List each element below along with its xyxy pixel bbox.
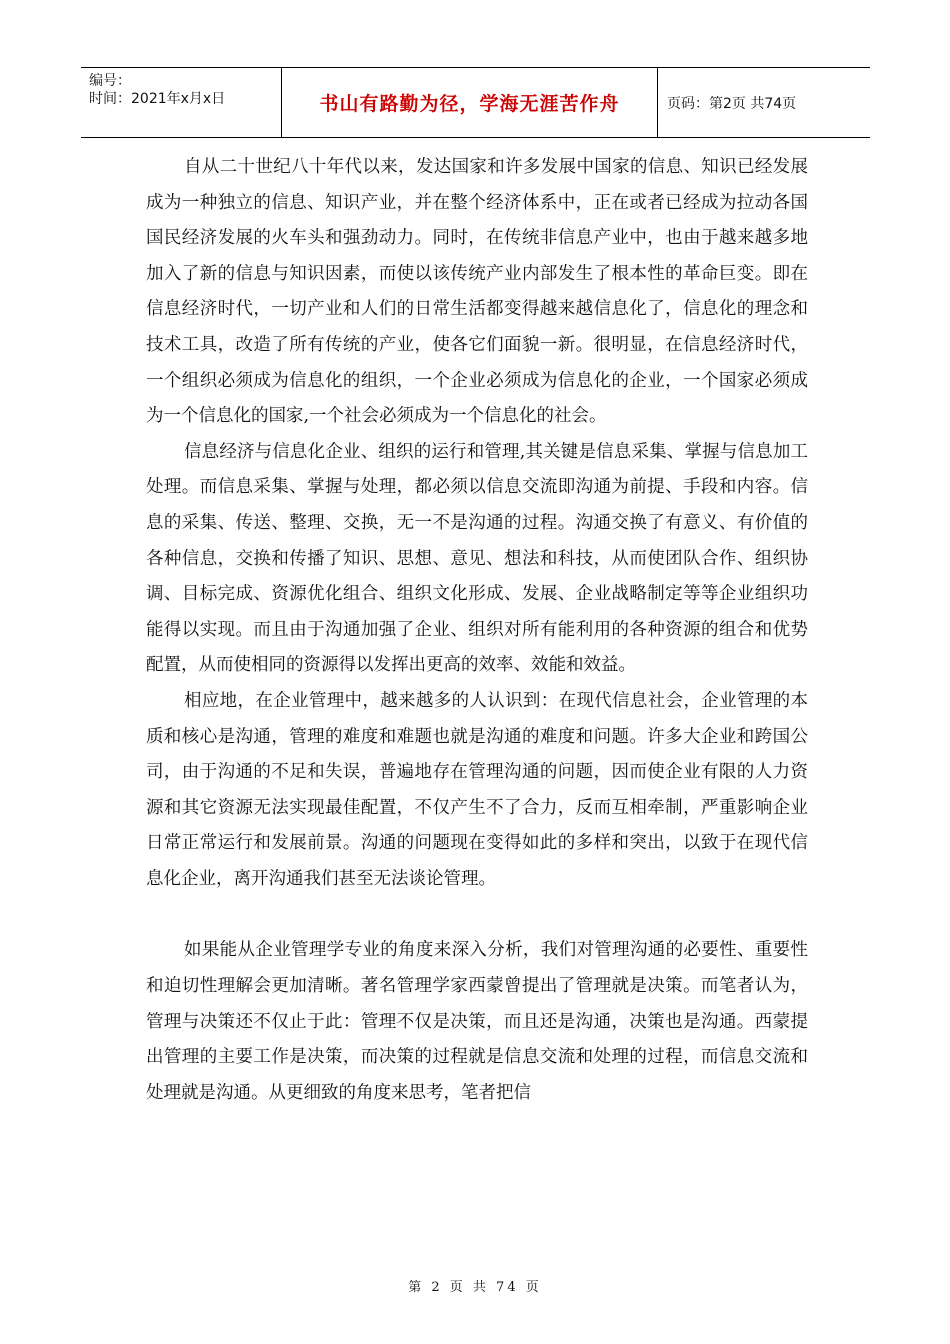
page-header [81, 67, 870, 138]
header-meta [81, 68, 282, 137]
paragraph-4: 如果能从企业管理学专业的角度来深入分析，我们对管理沟通的必要性、重要性和迫切性理解会更加清晰。著名管理学家西蒙曾提出了管理就是决策。而笔者认为，管理与决策还不仅止于此：管理不仅是决策，而且还是沟通，决策也是沟通。西蒙提出管理的主要工作是决策，而决策的过程就是信息交流和处理的过程，而信息交流和处理就是沟通。从更细致的角度来思考，笔者把信 [146, 940, 808, 1103]
header-motto: 书山有路勤为径，学海无涯苦作舟 [282, 68, 658, 137]
document-date-label: 时间：2021年x月x日 [89, 91, 226, 107]
paragraph-3: 相应地，在企业管理中，越来越多的人认识到：在现代信息社会，企业管理的本质和核心是沟通，管理的难度和难题也就是沟通的难度和问题。许多大企业和跨国公司，由于沟通的不足和失误，普遍地存在管理沟通的问题，因而使企业有限的人力资源和其它资源无法实现最佳配置，不仅产生不了合力，反而互相牵制，严重影响企业日常正常运行和发展前景。沟通的问题现在变得如此的多样和突出，以致于在现代信息化企业，离开沟通我们甚至无法谈论管理。 [146, 690, 808, 889]
document-body [146, 150, 808, 1111]
header-page-label: 页码：第2页 共74页 [667, 95, 797, 112]
paragraph-2: 信息经济与信息化企业、组织的运行和管理,其关键是信息采集、掌握与信息加工处理。而信息采集、掌握与处理，都必须以信息交流即沟通为前提、手段和内容。信息的采集、传送、整理、交换，无一不是沟通的过程。沟通交换了有意义、有价值的各种信息，交换和传播了知识、思想、意见、想法和科技，从而使团队合作、组织协调、目标完成、资源优化组合、组织文化形成、发展、企业战略制定等等企业组织功能得以实现。而且由于沟通加强了企业、组织对所有能利用的各种资源的组合和优势配置，从而使相同的资源得以发挥出更高的效率、效能和效益。 [146, 441, 808, 676]
paragraph-1: 自从二十世纪八十年代以来，发达国家和许多发展中国家的信息、知识已经发展成为一种独立的信息、知识产业，并在整个经济体系中，正在或者已经成为拉动各国国民经济发展的火车头和强劲动力。同时，在传统非信息产业中，也由于越来越多地加入了新的信息与知识因素，而使以该传统产业内部发生了根本性的革命巨变。即在信息经济时代，一切产业和人们的日常生活都变得越来越信息化了，信息化的理念和技术工具，改造了所有传统的产业，使各它们面貌一新。很明显，在信息经济时代，一个组织必须成为信息化的组织，一个企业必须成为信息化的企业，一个国家必须成为一个信息化的国家,一个社会必须成为一个信息化的社会。 [146, 157, 808, 427]
page-footer: 第 2 页 共 74 页 [408, 1280, 542, 1295]
paragraph-spacer [146, 897, 808, 933]
document-number-label: 编号： [89, 73, 131, 89]
